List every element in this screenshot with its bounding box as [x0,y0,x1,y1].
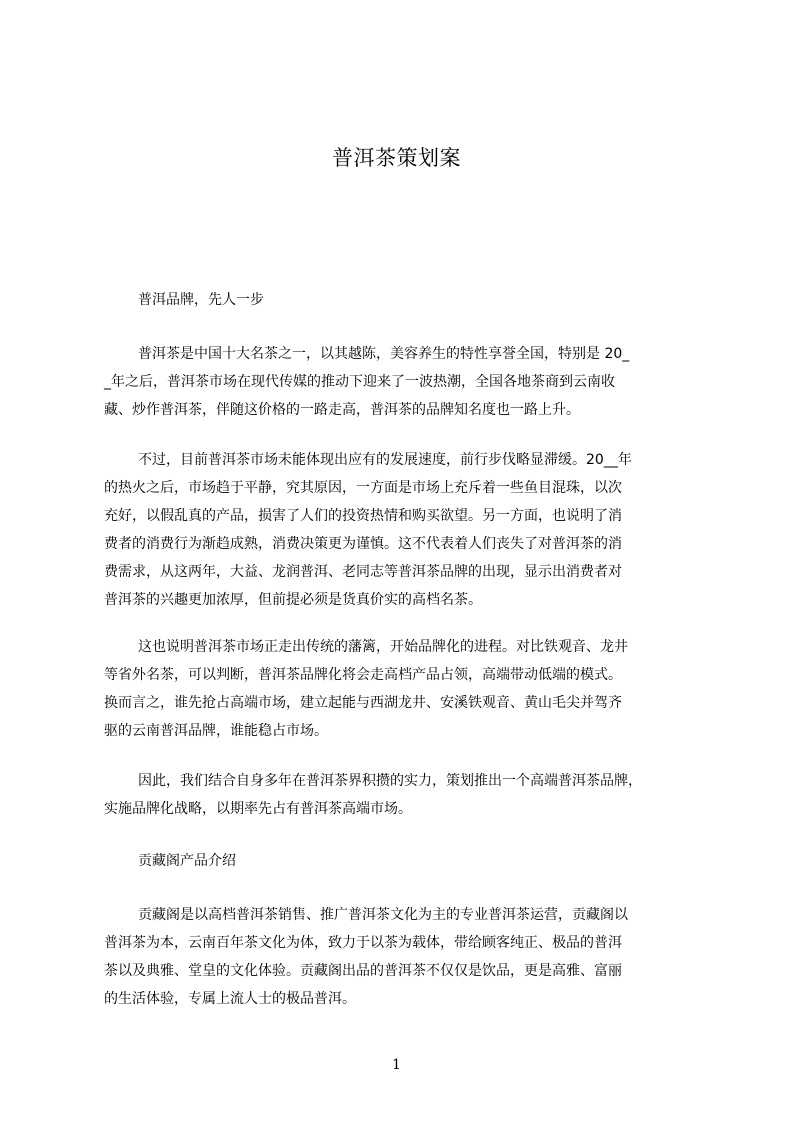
paragraph [104,767,704,823]
paragraph-line: 驱的云南普洱品牌，谁能稳占市场。 [104,723,328,739]
paragraph-line: 这也说明普洱茶市场正走出传统的藩篱，开始品牌化的进程。对比铁观音、龙井 [138,639,628,655]
section-heading: 普洱品牌，先人一步 [138,292,264,308]
paragraph-line: 贡藏阁是以高档普洱茶销售、推广普洱茶文化为主的专业普洱茶运营，贡藏阁以 [138,907,628,923]
paragraph-line: 充好，以假乱真的产品，损害了人们的投资热情和购买欲望。另一方面，也说明了消 [104,508,622,524]
paragraph-line: 的热火之后，市场趋于平静，究其原因，一方面是市场上充斥着一些鱼目混珠，以次 [104,480,622,496]
paragraph-line: 换而言之，谁先抢占高端市场，建立起能与西湖龙井、安溪铁观音、黄山毛尖并驾齐 [104,695,622,711]
paragraph-line: 费需求，从这两年，大益、龙润普洱、老同志等普洱茶品牌的出现，显示出消费者对 [104,564,622,580]
section-heading: 贡藏阁产品介绍 [138,853,236,869]
paragraph-line: 藏、炒作普洱茶，伴随这价格的一路走高，普洱茶的品牌知名度也一路上升。 [104,402,580,418]
paragraph [104,446,704,614]
paragraph-line: 的生活体验，专属上流人士的极品普洱。 [104,991,356,1007]
paragraph-line: 不过，目前普洱茶市场未能体现出应有的发展速度，前行步伐略显滞缓。20__年 [138,452,632,468]
paragraph-line: 普洱茶是中国十大名茶之一，以其越陈，美容养生的特性享誉全国，特别是 20_ [138,346,630,362]
paragraph-line: 茶以及典雅、堂皇的文化体验。贡藏阁出品的普洱茶不仅仅是饮品，更是高雅、富丽 [104,963,622,979]
paragraph-line: 普洱茶的兴趣更加浓厚，但前提必须是货真价实的高档名茶。 [104,592,482,608]
page-number: 1 [392,1057,401,1073]
paragraph-line: 费者的消费行为渐趋成熟，消费决策更为谨慎。这不代表着人们丧失了对普洱茶的消 [104,536,622,552]
paragraph-line: _年之后，普洱茶市场在现代传媒的推动下迎来了一波热潮，全国各地茶商到云南收 [104,374,615,390]
paragraph-line: 等省外名茶，可以判断，普洱茶品牌化将会走高档产品占领，高端带动低端的模式。 [104,667,622,683]
paragraph-line: 实施品牌化战略，以期率先占有普洱茶高端市场。 [104,801,412,817]
paragraph [104,901,704,1013]
paragraph [104,340,704,424]
document-title: 普洱茶策划案 [332,146,461,170]
paragraph-line: 普洱茶为本，云南百年茶文化为体，致力于以茶为载体，带给顾客纯正、极品的普洱 [104,935,622,951]
paragraph-line: 因此，我们结合自身多年在普洱茶界积攒的实力，策划推出一个高端普洱茶品牌， [138,773,642,789]
paragraph [104,633,704,745]
